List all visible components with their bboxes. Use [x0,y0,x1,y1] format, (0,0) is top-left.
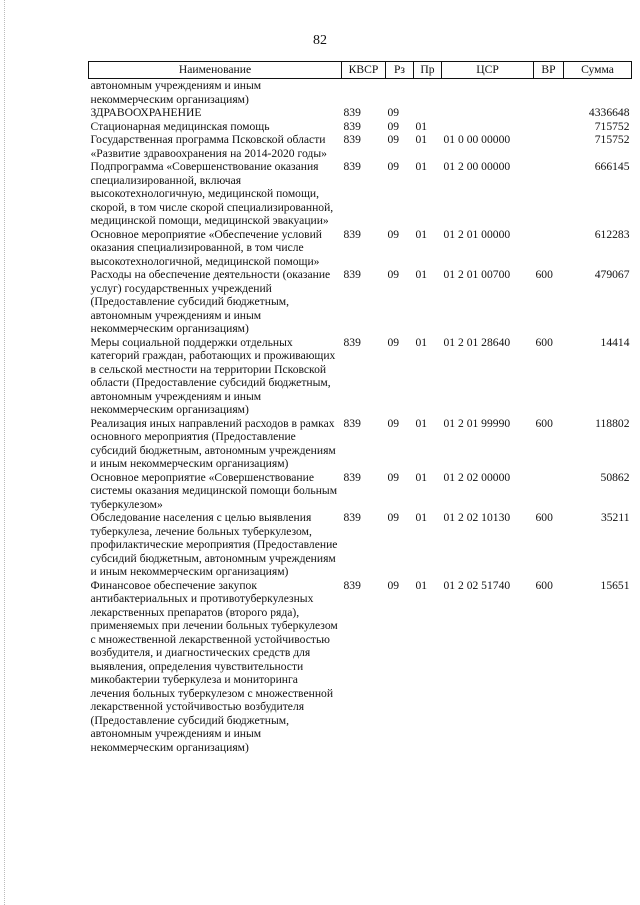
row-csr: 01 2 02 00000 [443,470,511,484]
row-vr [534,471,564,512]
page-number: 82 [313,33,327,48]
table-row [89,471,632,512]
row-kvsr: 839 [343,511,361,524]
row-pr: 01 [415,416,428,430]
row-kvsr: 839 [343,578,361,592]
table-row [89,160,632,228]
row-name: Государственная программа Псковской области «Развитие здравоохранения на 2014-2020 годы» [90,133,327,160]
row-kvsr: 839 [343,470,361,484]
header-pr: Пр [414,62,442,79]
row-name: ЗДРАВООХРАНЕНИЕ [90,106,202,119]
row-vr: 600 [535,511,553,524]
header-rz: Рз [386,62,414,79]
table-row [89,511,632,579]
table-header-row [89,62,632,79]
header-kvsr: КВСР [342,62,386,79]
row-pr [414,79,442,107]
row-name: Меры социальной поддержки отдельных категорий граждан, работающих и проживающих в сельской местности на территории Псковской области (Предоставление субсидий бюджетным, автономным учреждениям и иным некоммерческим организациям) [90,335,336,416]
row-name: Расходы на обеспечение деятельности (оказание услуг) государственных учреждений (Предоставление субсидий бюджетным, автономным учреждениям и иным некоммерческим организациям) [90,268,331,335]
row-kvsr [342,79,386,107]
row-sum: 50862 [600,470,630,484]
row-vr [534,160,564,228]
row-rz: 09 [387,268,400,281]
row-kvsr: 839 [343,119,361,133]
row-pr: 01 [415,268,428,281]
row-rz: 09 [387,119,400,133]
row-pr [414,106,442,120]
row-name: Основное мероприятие «Совершенствование системы оказания медицинской помощи больным туберкулезом» [90,470,338,511]
row-sum: 612283 [594,227,630,241]
table-row [89,120,632,134]
row-name: автономным учреждениям и иным некоммерческим организациям) [90,79,262,106]
row-kvsr: 839 [343,106,361,119]
row-rz: 09 [387,160,400,173]
row-kvsr: 839 [343,335,361,349]
row-vr: 600 [535,578,553,592]
table-row [89,106,632,120]
table-row [89,579,632,755]
row-sum: 35211 [600,511,630,524]
row-kvsr: 839 [343,227,361,241]
table-row [89,268,632,336]
table-row [89,228,632,269]
row-pr: 01 [415,335,428,349]
header-name: Наименование [89,62,342,79]
row-name: Стационарная медицинская помощь [90,119,270,133]
row-pr: 01 [415,133,428,146]
table-row [89,336,632,417]
row-csr: 01 2 02 10130 [443,511,511,524]
row-name: Подпрограмма «Совершенствование оказания специализированной, включая высокотехнологичную, медицинской помощи, скорой, в том числе скорой специализированной, медицинской помощи, медицинской эвакуации» [90,160,334,227]
header-csr: ЦСР [442,62,534,79]
row-vr: 600 [535,335,553,349]
row-sum: 666145 [594,160,630,173]
row-pr: 01 [415,119,428,133]
row-rz: 09 [387,106,400,119]
row-pr: 01 [415,470,428,484]
row-name: Обследование населения с целью выявления туберкулеза, лечение больных туберкулезом, профилактические мероприятия (Предоставление субсидий бюджетным, автономным учреждениям и иным некоммерческим организациям) [90,511,338,578]
header-vr: ВР [534,62,564,79]
row-vr [534,106,564,120]
row-sum: 14414 [600,335,630,349]
row-rz: 09 [387,227,400,241]
row-pr: 01 [415,511,428,524]
row-csr: 01 2 00 00000 [443,160,511,173]
row-csr: 01 0 00 00000 [443,133,511,146]
table-row [89,79,632,107]
row-rz: 09 [387,133,400,146]
row-pr: 01 [415,160,428,173]
table-row [89,133,632,160]
row-rz: 09 [387,470,400,484]
row-csr [442,79,534,107]
row-kvsr: 839 [343,160,361,173]
row-sum: 715752 [594,133,630,146]
table-row [89,417,632,471]
row-csr [442,120,534,134]
row-sum: 15651 [600,578,630,592]
row-name: Реализация иных направлений расходов в рамках основного мероприятия (Предоставление субсидий бюджетным, автономным учреждениям и иным некоммерческим организациям) [90,416,336,470]
header-sum: Сумма [564,62,632,79]
row-kvsr: 839 [343,416,361,430]
row-sum: 715752 [594,119,630,133]
row-csr [442,106,534,120]
row-sum [564,79,632,107]
row-vr [534,120,564,134]
row-csr: 01 2 01 00700 [443,268,511,281]
row-csr: 01 2 01 99990 [443,416,511,430]
scan-edge [4,0,6,905]
row-vr: 600 [535,416,553,430]
row-kvsr: 839 [343,133,361,146]
row-vr [534,133,564,160]
row-kvsr: 839 [343,268,361,281]
row-csr: 01 2 01 28640 [443,335,511,349]
budget-table [88,61,632,754]
row-rz: 09 [387,511,400,524]
row-rz: 09 [387,335,400,349]
row-sum: 4336648 [588,106,630,119]
row-vr: 600 [535,268,553,281]
row-rz [386,79,414,107]
row-pr: 01 [415,227,428,241]
row-rz: 09 [387,578,400,592]
row-sum: 118802 [595,416,630,430]
row-rz: 09 [387,416,400,430]
row-csr: 01 2 02 51740 [443,578,511,592]
row-name: Основное мероприятие «Обеспечение условий оказания специализированной, в том числе высокотехнологичной, медицинской помощи» [90,227,323,268]
row-vr [534,228,564,269]
row-csr: 01 2 01 00000 [443,227,511,241]
row-vr [534,79,564,107]
row-sum: 479067 [594,268,630,281]
row-pr: 01 [415,578,428,592]
row-name: Финансовое обеспечение закупок антибактериальных и противотуберкулезных лекарственных препаратов (второго ряда), применяемых при лечении больных туберкулезом с множественной лекарственной устойчивостью возбудителя, и диагностических средств для выявления, определения чувствительности микобактерии туберкулеза и мониторинга лечения больных туберкулезом с множественной лекарственной устойчивостью возбудителя (Предоставление субсидий бюджетным, автономным учреждениям и иным некоммерческим организациям) [90,578,338,754]
